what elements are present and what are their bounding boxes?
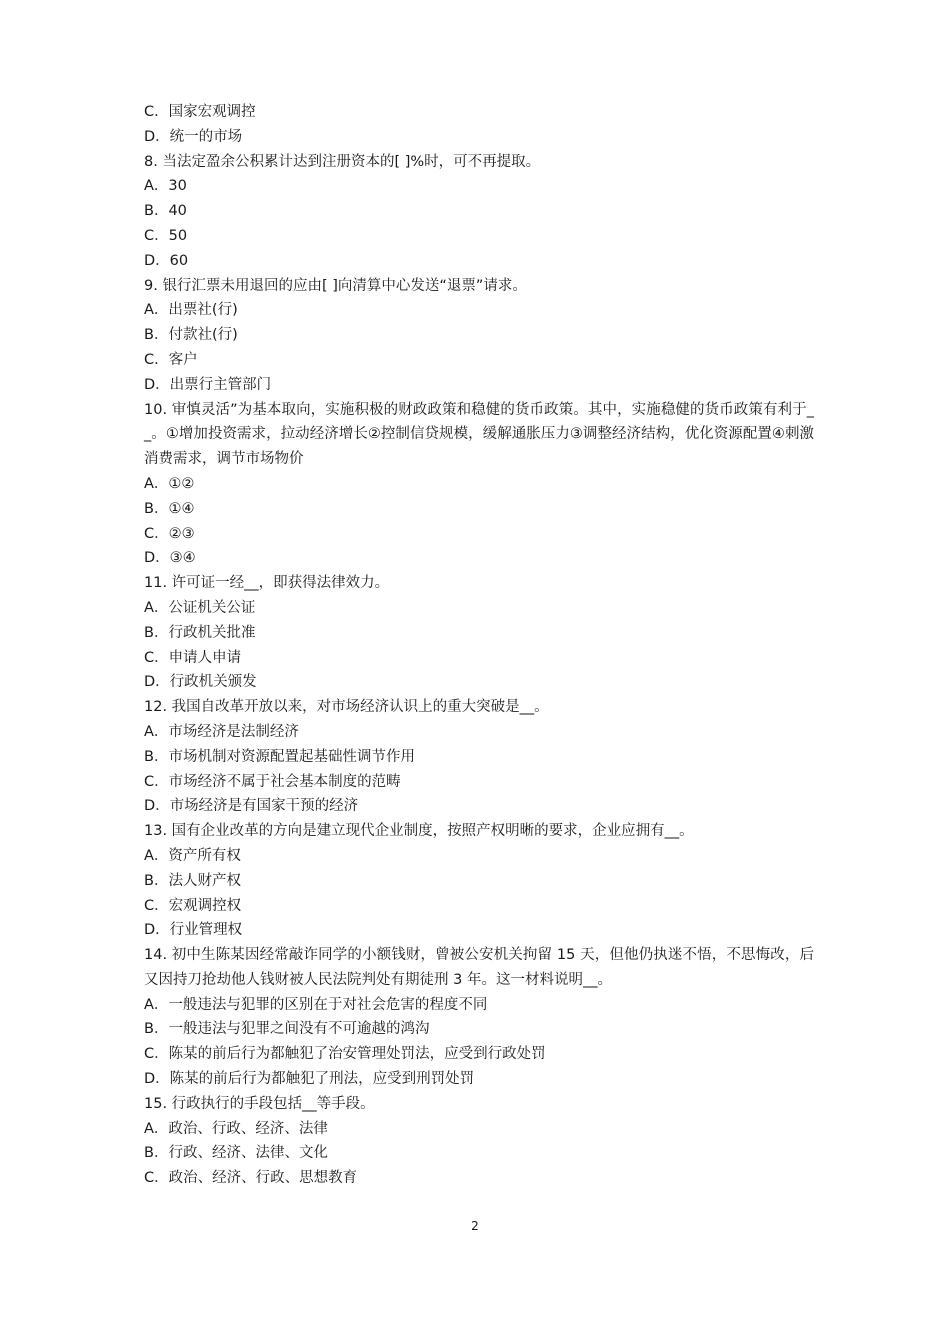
answer-option: A．市场经济是法制经济 — [144, 723, 299, 740]
answer-option: B．行政机关批准 — [144, 624, 256, 641]
answer-option: A．一般违法与犯罪的区别在于对社会危害的程度不同 — [144, 996, 488, 1013]
answer-option: A．30 — [144, 178, 187, 195]
answer-option: B．40 — [144, 203, 187, 220]
answer-option: B．法人财产权 — [144, 872, 241, 889]
answer-option: D．市场经济是有国家干预的经济 — [144, 798, 359, 815]
question-text: 11. 许可证一经__，即获得法律效力。 — [144, 575, 390, 592]
answer-option: A．公证机关公证 — [144, 599, 256, 616]
answer-option: C．②③ — [144, 525, 195, 542]
answer-option: B．行政、经济、法律、文化 — [144, 1145, 328, 1162]
question-text: 13. 国有企业改革的方向是建立现代企业制度，按照产权明晰的要求，企业应拥有__。 — [144, 823, 694, 840]
answer-option: C．申请人申请 — [144, 649, 242, 666]
question-text: 9. 银行汇票未用退回的应由[ ]向清算中心发送“退票”请求。 — [144, 277, 527, 294]
answer-option: A．出票社(行) — [144, 302, 238, 319]
answer-option: B．市场机制对资源配置起基础性调节作用 — [144, 748, 415, 765]
answer-option: D．陈某的前后行为都触犯了刑法，应受到刑罚处罚 — [144, 1071, 475, 1088]
answer-option: C．客户 — [144, 351, 198, 368]
answer-option: C．陈某的前后行为都触犯了治安管理处罚法，应受到行政处罚 — [144, 1046, 546, 1063]
answer-option: C．国家宏观调控 — [144, 104, 256, 120]
answer-option: D．统一的市场 — [144, 128, 243, 145]
answer-option: C．50 — [144, 227, 188, 244]
answer-option: B．一般违法与犯罪之间没有不可逾越的鸿沟 — [144, 1021, 430, 1038]
answer-option: C．宏观调控权 — [144, 897, 242, 914]
page-content — [144, 100, 814, 1191]
page-number: 2 — [471, 1219, 479, 1233]
answer-option: B．付款社(行) — [144, 327, 238, 344]
answer-option: D．出票行主管部门 — [144, 376, 272, 393]
answer-option: C．市场经济不属于社会基本制度的范畴 — [144, 773, 401, 790]
question-text: 15. 行政执行的手段包括__等手段。 — [144, 1095, 375, 1112]
answer-option: B．①④ — [144, 500, 195, 517]
question-text: 10. 审慎灵活”为基本取向，实施积极的财政政策和稳健的货币政策。其中，实施稳健的货币政策有利于__。①增加投资需求，拉动经济增长②控制信贷规模，缓解通胀压力③调整经济结构，优化资源配置④刺激消费需求，调节市场物价 — [144, 401, 814, 468]
question-text: 14. 初中生陈某因经常敲诈同学的小额钱财，曾被公安机关拘留 15 天，但他仍执迷不悟，不思悔改，后又因持刀抢劫他人钱财被人民法院判处有期徒刑 3 年。这一材料说明__。 — [144, 947, 814, 988]
answer-option: D．行政机关颁发 — [144, 674, 257, 691]
question-text: 12. 我国自改革开放以来，对市场经济认识上的重大突破是__。 — [144, 699, 549, 716]
answer-option: C．政治、经济、行政、思想教育 — [144, 1170, 358, 1187]
answer-option: D．③④ — [144, 550, 196, 567]
answer-option: A．资产所有权 — [144, 847, 241, 864]
answer-option: A．政治、行政、经济、法律 — [144, 1120, 328, 1137]
answer-option: D．60 — [144, 252, 189, 269]
answer-option: D．行业管理权 — [144, 922, 243, 939]
question-text: 8. 当法定盈余公积累计达到注册资本的[ ]%时，可不再提取。 — [144, 153, 541, 170]
answer-option: A．①② — [144, 475, 195, 492]
